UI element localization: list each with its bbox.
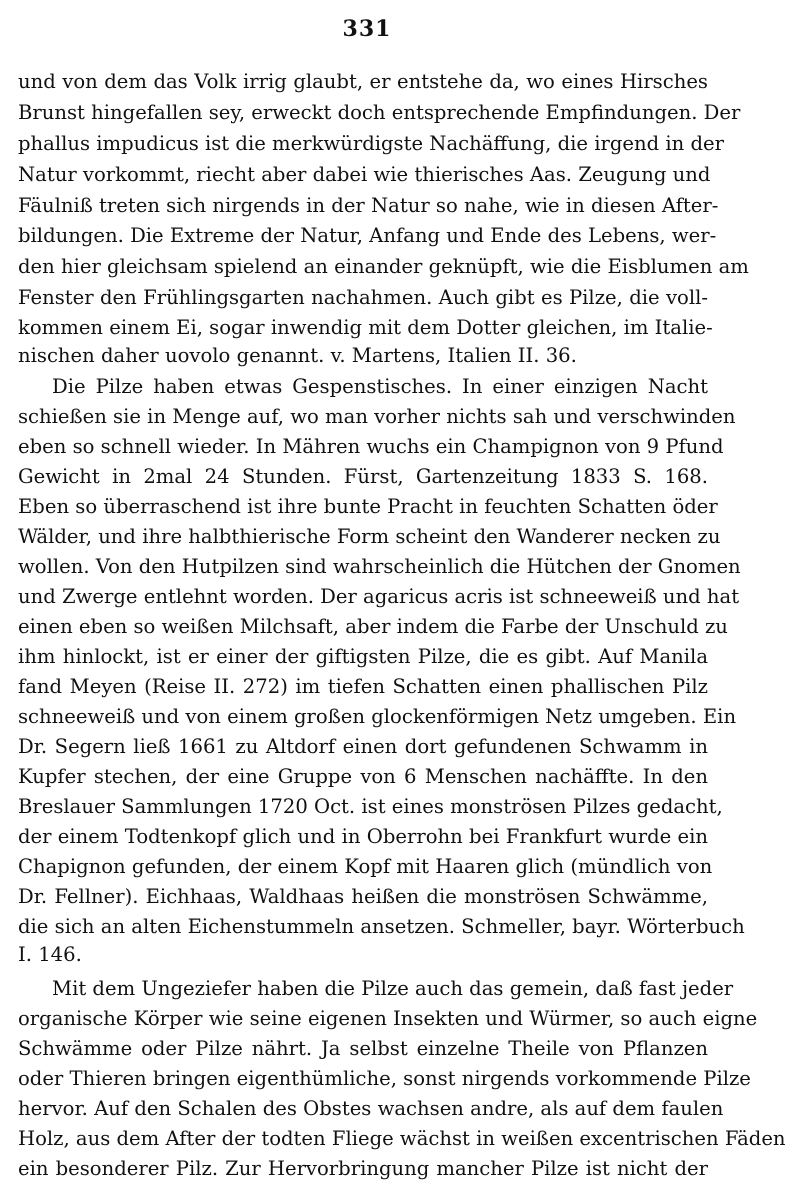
text-line: oder Thieren bringen eigenthümliche, sonst nirgends vorkommende Pilze (18, 1067, 751, 1090)
text-line: nischen daher uovolo genannt. v. Martens, Italien II. 36. (18, 344, 577, 367)
text-line: fand Meyen (Reise II. 272) im tiefen Schatten einen phallischen Pilz (18, 675, 708, 698)
text-line: Fäulniß treten sich nirgends in der Natur so nahe, wie in diesen After- (18, 194, 719, 217)
text-line: Fenster den Frühlingsgarten nachahmen. Auch gibt es Pilze, die voll- (18, 286, 708, 309)
text-line: bildungen. Die Extreme der Natur, Anfang und Ende des Lebens, wer- (18, 224, 717, 247)
text-line: wollen. Von den Hutpilzen sind wahrscheinlich die Hütchen der Gnomen (18, 555, 741, 578)
text-line: Brunst hingefallen sey, erweckt doch entsprechende Empfindungen. Der (18, 101, 741, 124)
text-line: Eben so überraschend ist ihre bunte Pracht in feuchten Schatten öder (18, 495, 718, 518)
page-number: 331 (342, 16, 392, 42)
text-line: Mit dem Ungeziefer haben die Pilze auch das gemein, daß fast jeder (52, 977, 734, 1000)
text-line: Natur vorkommt, riecht aber dabei wie thierisches Aas. Zeugung und (18, 163, 711, 186)
text-line: I. 146. (18, 943, 82, 966)
text-line: Holz, aus dem After der todten Fliege wächst in weißen excentrischen Fäden (18, 1127, 786, 1150)
text-line: schießen sie in Menge auf, wo man vorher nichts sah und verschwinden (18, 405, 736, 428)
text-line: Chapignon gefunden, der einem Kopf mit Haaren glich (mündlich von (18, 855, 713, 878)
text-line: kommen einem Ei, sogar inwendig mit dem Dotter gleichen, im Italie- (18, 316, 713, 339)
text-line: ein besonderer Pilz. Zur Hervorbringung mancher Pilze ist nicht der (18, 1157, 708, 1180)
text-line: Gewicht in 2mal 24 Stunden. Fürst, Gartenzeitung 1833 S. 168. (18, 465, 708, 488)
text-line: Wälder, und ihre halbthierische Form scheint den Wanderer necken zu (18, 525, 721, 548)
text-line: organische Körper wie seine eigenen Insekten und Würmer, so auch eigne (18, 1007, 758, 1030)
text-line: die sich an alten Eichenstummeln ansetzen. Schmeller, bayr. Wörterbuch (18, 915, 745, 938)
text-line: phallus impudicus ist die merkwürdigste Nachäffung, die irgend in der (18, 132, 724, 155)
text-line: Dr. Fellner). Eichhaas, Waldhaas heißen die monströsen Schwämme, (18, 885, 708, 908)
text-line: ihm hinlockt, ist er einer der giftigsten Pilze, die es gibt. Auf Manila (18, 645, 708, 668)
text-line: den hier gleichsam spielend an einander geknüpft, wie die Eisblumen am (18, 255, 749, 278)
text-line: Dr. Segern ließ 1661 zu Altdorf einen dort gefundenen Schwamm in (18, 735, 708, 758)
text-line: Breslauer Sammlungen 1720 Oct. ist eines monströsen Pilzes gedacht, (18, 795, 723, 818)
text-line: Die Pilze haben etwas Gespenstisches. In einer einzigen Nacht (52, 375, 708, 398)
text-line: Schwämme oder Pilze nährt. Ja selbst einzelne Theile von Pflanzen (18, 1037, 708, 1060)
text-line: und von dem das Volk irrig glaubt, er entstehe da, wo eines Hirsches (18, 70, 708, 93)
text-line: hervor. Auf den Schalen des Obstes wachsen andre, als auf dem faulen (18, 1097, 724, 1120)
text-line: schneeweiß und von einem großen glockenförmigen Netz umgeben. Ein (18, 705, 737, 728)
text-line: Kupfer stechen, der eine Gruppe von 6 Menschen nachäffte. In den (18, 765, 708, 788)
text-line: und Zwerge entlehnt worden. Der agaricus acris ist schneeweiß und hat (18, 585, 740, 608)
text-line: eben so schnell wieder. In Mähren wuchs ein Champignon von 9 Pfund (18, 435, 724, 458)
text-line: der einem Todtenkopf glich und in Oberrohn bei Frankfurt wurde ein (18, 825, 708, 848)
text-line: einen eben so weißen Milchsaft, aber indem die Farbe der Unschuld zu (18, 615, 728, 638)
